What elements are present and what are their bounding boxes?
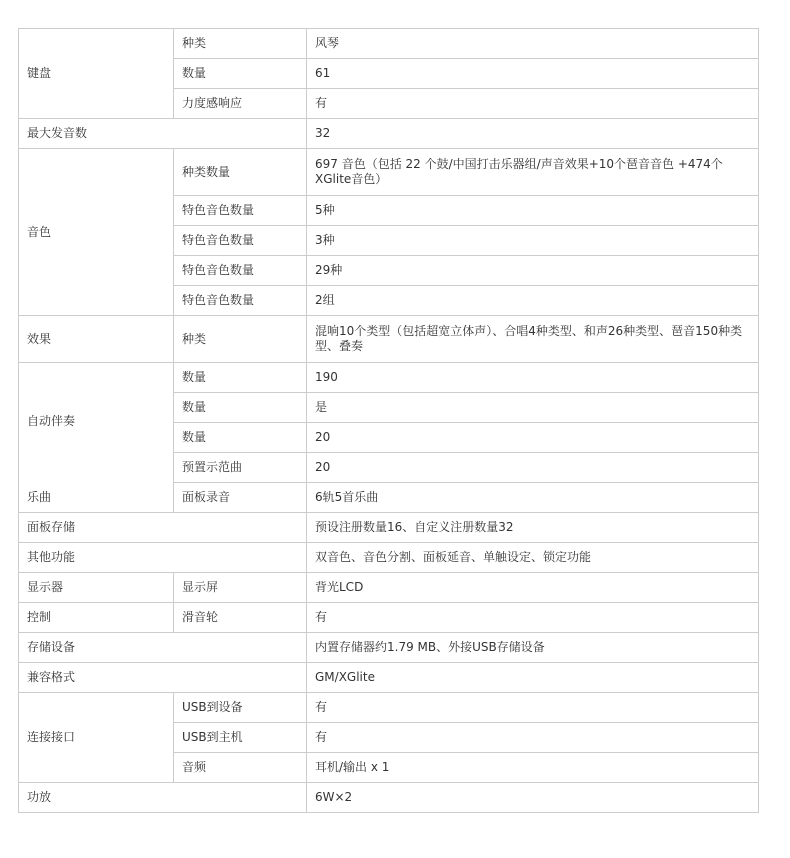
table-row bbox=[19, 633, 759, 663]
cell-value: 风琴 bbox=[307, 29, 759, 59]
row-header-effects: 效果 bbox=[19, 316, 174, 363]
sub-header: 数量 bbox=[174, 59, 307, 89]
row-header-accompaniment-songs bbox=[19, 363, 174, 513]
cell-value: 有 bbox=[307, 693, 759, 723]
table-row bbox=[19, 603, 759, 633]
row-header-display: 显示器 bbox=[19, 573, 174, 603]
cell-value: 预设注册数量16、自定义注册数量32 bbox=[307, 513, 759, 543]
table-row bbox=[19, 119, 759, 149]
table-row bbox=[19, 149, 759, 196]
sub-header: 预置示范曲 bbox=[174, 453, 307, 483]
sub-header: 种类 bbox=[174, 316, 307, 363]
row-header-voices: 音色 bbox=[19, 149, 174, 316]
table-row bbox=[19, 316, 759, 363]
row-header-accompaniment: 自动伴奏 bbox=[27, 414, 76, 428]
sub-header: 种类数量 bbox=[174, 149, 307, 196]
cell-value: GM/XGlite bbox=[307, 663, 759, 693]
sub-header: USB到主机 bbox=[174, 723, 307, 753]
sub-header: 特色音色数量 bbox=[174, 196, 307, 226]
cell-value: 2组 bbox=[307, 286, 759, 316]
table-row bbox=[19, 513, 759, 543]
cell-value: 3种 bbox=[307, 226, 759, 256]
row-header-control: 控制 bbox=[19, 603, 174, 633]
sub-header: 面板录音 bbox=[174, 483, 307, 513]
cell-value: 内置存储器约1.79 MB、外接USB存储设备 bbox=[307, 633, 759, 663]
cell-value: 190 bbox=[307, 363, 759, 393]
sub-header: 力度感响应 bbox=[174, 89, 307, 119]
sub-header: 特色音色数量 bbox=[174, 286, 307, 316]
sub-header: 滑音轮 bbox=[174, 603, 307, 633]
row-header-songs: 乐曲 bbox=[27, 490, 52, 504]
cell-value: 是 bbox=[307, 393, 759, 423]
cell-value: 697 音色（包括 22 个鼓/中国打击乐器组/声音效果+10个琶音音色 +474个XGlite音色） bbox=[307, 149, 759, 196]
cell-value: 有 bbox=[307, 603, 759, 633]
cell-value: 5种 bbox=[307, 196, 759, 226]
sub-header: 特色音色数量 bbox=[174, 226, 307, 256]
cell-value: 背光LCD bbox=[307, 573, 759, 603]
sub-header: 数量 bbox=[174, 423, 307, 453]
cell-value: 20 bbox=[307, 453, 759, 483]
table-row bbox=[19, 783, 759, 813]
cell-value: 29种 bbox=[307, 256, 759, 286]
cell-value: 6W×2 bbox=[307, 783, 759, 813]
row-header-storage: 存储设备 bbox=[19, 633, 307, 663]
cell-value: 有 bbox=[307, 89, 759, 119]
row-header-amp: 功放 bbox=[19, 783, 307, 813]
sub-header: 特色音色数量 bbox=[174, 256, 307, 286]
sub-header: 音频 bbox=[174, 753, 307, 783]
table-row bbox=[19, 573, 759, 603]
cell-value: 混响10个类型（包括超宽立体声）、合唱4种类型、和声26种类型、琶音150种类型、叠奏 bbox=[307, 316, 759, 363]
table-row bbox=[19, 363, 759, 393]
cell-value: 有 bbox=[307, 723, 759, 753]
cell-value: 61 bbox=[307, 59, 759, 89]
sub-header: 显示屏 bbox=[174, 573, 307, 603]
cell-value: 20 bbox=[307, 423, 759, 453]
cell-value: 6轨5首乐曲 bbox=[307, 483, 759, 513]
row-header-connectivity: 连接接口 bbox=[19, 693, 174, 783]
row-header-keyboard: 键盘 bbox=[19, 29, 174, 119]
sub-header: 种类 bbox=[174, 29, 307, 59]
table-row bbox=[19, 29, 759, 59]
row-header-registration: 面板存储 bbox=[19, 513, 307, 543]
table-row bbox=[19, 693, 759, 723]
cell-value: 32 bbox=[307, 119, 759, 149]
row-header-polyphony: 最大发音数 bbox=[19, 119, 307, 149]
table-row bbox=[19, 663, 759, 693]
cell-value: 双音色、音色分割、面板延音、单触设定、锁定功能 bbox=[307, 543, 759, 573]
cell-value: 耳机/输出 x 1 bbox=[307, 753, 759, 783]
sub-header: USB到设备 bbox=[174, 693, 307, 723]
row-header-other: 其他功能 bbox=[19, 543, 307, 573]
table-row bbox=[19, 543, 759, 573]
spec-table bbox=[18, 28, 759, 813]
sub-header: 数量 bbox=[174, 393, 307, 423]
row-header-compat: 兼容格式 bbox=[19, 663, 307, 693]
sub-header: 数量 bbox=[174, 363, 307, 393]
